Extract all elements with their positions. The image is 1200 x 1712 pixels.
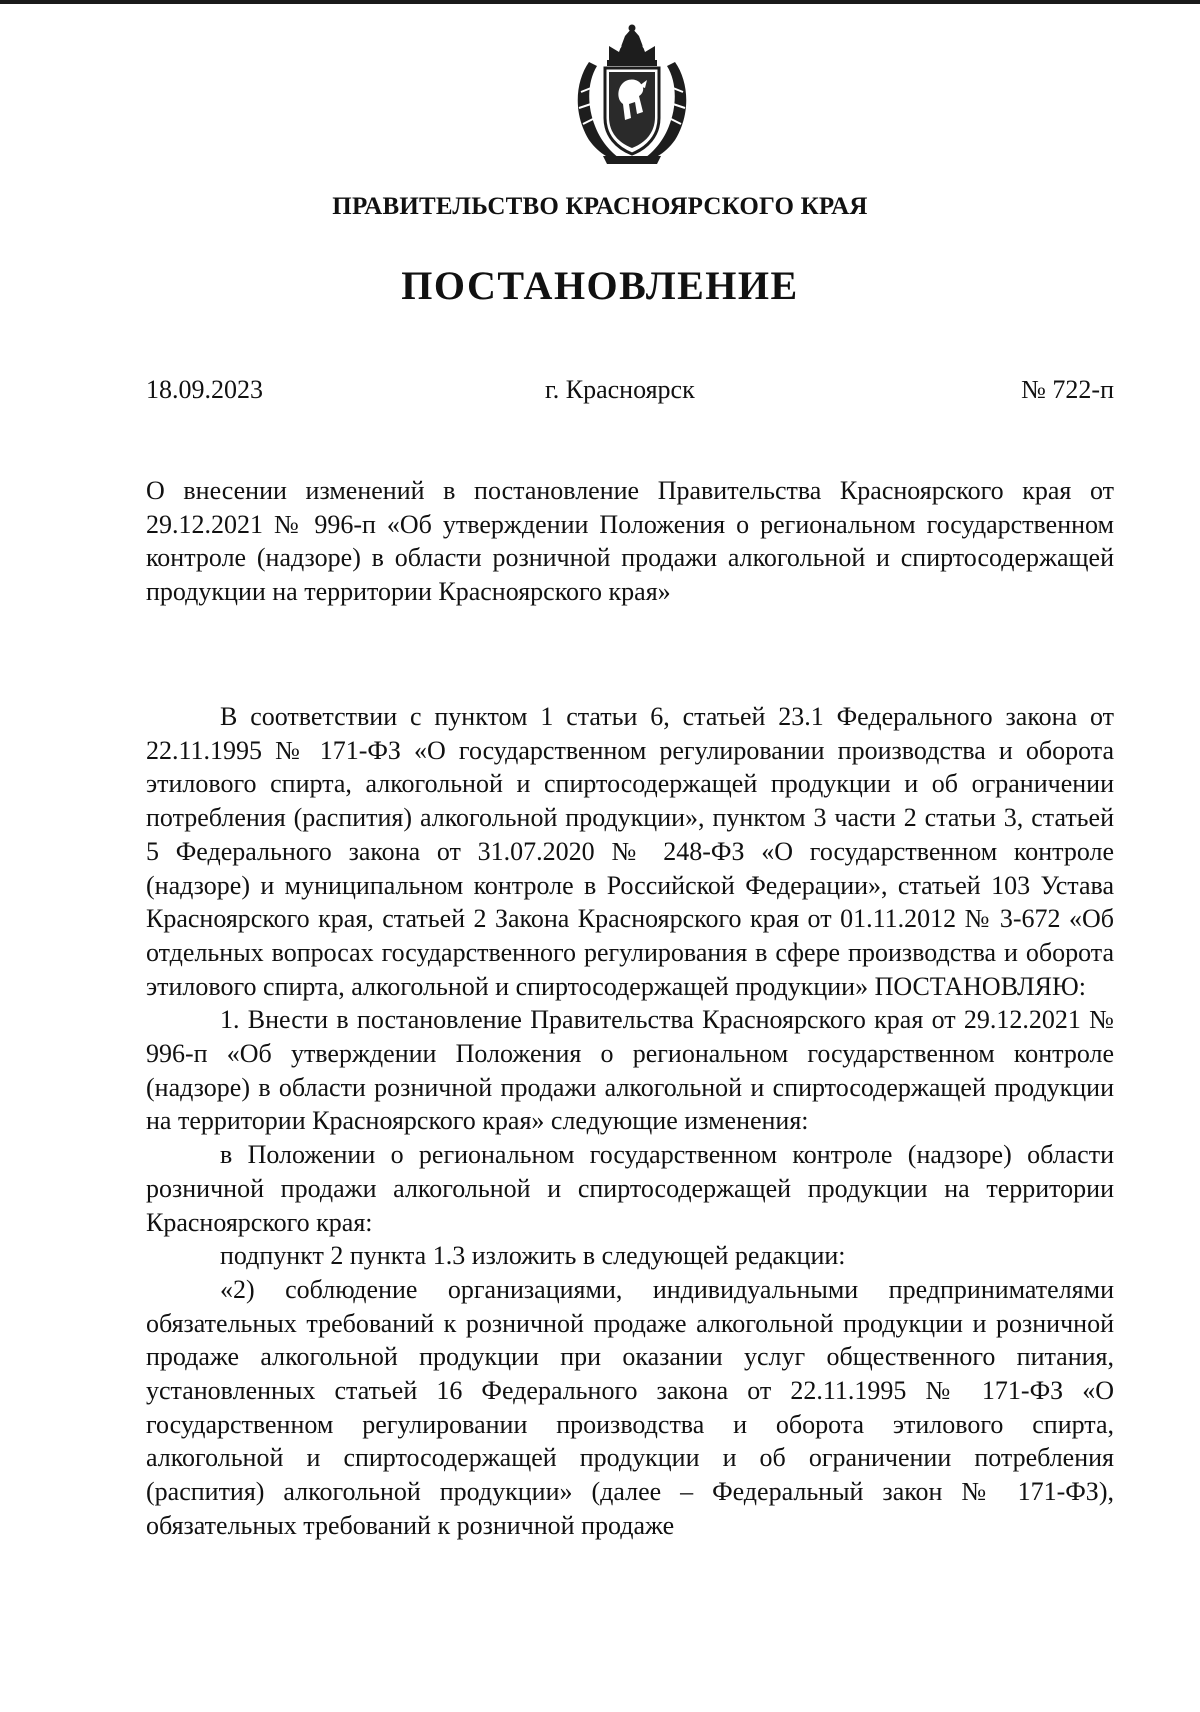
document-number: № 722-п	[1021, 375, 1114, 404]
body-paragraph-quoted-text: «2) соблюдение организациями, индивидуальными предпринимателями обязательных требований к розничной продаже алкогольной продукции и розничной продаже алкогольной продукции при оказании услуг общественного питания, установленных статьей 16 Федерального закона от 22.11.1995 № 171-ФЗ «О государственном регулировании производства и оборота этилового спирта, алкогольной и спиртосодержащей продукции и об ограничении потребления (распития) алкогольной продукции» (далее – Федеральный закон № 171-ФЗ), обязательных требований к розничной продаже	[146, 1274, 1114, 1540]
body-paragraph-regulation: в Положении о региональном государственном контроле (надзоре) области розничной продажи алкогольной и спиртосодержащей продукции на территории Красноярского края:	[146, 1140, 1114, 1237]
document-subject: О внесении изменений в постановление Правительства Красноярского края от 29.12.2021 № 996-п «Об утверждении Положения о региональном государственном контроле (надзоре) в области розничной продажи алкогольной и спиртосодержащей продукции на территории Красноярского края»	[146, 476, 1114, 606]
scan-top-edge	[0, 0, 1200, 4]
organization-title: ПРАВИТЕЛЬСТВО КРАСНОЯРСКОГО КРАЯ	[332, 193, 868, 220]
document-type-title: ПОСТАНОВЛЕНИЕ	[401, 263, 799, 308]
document-body	[146, 700, 1114, 1543]
body-paragraph-item-1: 1. Внести в постановление Правительства Красноярского края от 29.12.2021 № 996-п «Об утверждении Положения о региональном государственном контроле (надзоре) в области розничной продажи алкогольной и спиртосодержащей продукции на территории Красноярского края» следующие изменения:	[146, 1005, 1114, 1136]
body-paragraph-preamble: В соответствии с пунктом 1 статьи 6, статьей 23.1 Федерального закона от 22.11.1995 № 171-ФЗ «О государственном регулировании производства и оборота этилового спирта, алкогольной и спиртосодержащей продукции и об ограничении потребления (распития) алкогольной продукции», пунктом 3 части 2 статьи 3, статьей 5 Федерального закона от 31.07.2020 № 248-ФЗ «О государственном контроле (надзоре) и муниципальном контроле в Российской Федерации», статьей 103 Устава Красноярского края, статьей 2 Закона Красноярского края от 01.11.2012 № 3-672 «Об отдельных вопросах государственного регулирования в сфере производства и оборота этилового спирта, алкогольной и спиртосодержащей продукции» ПОСТАНОВЛЯЮ:	[146, 702, 1114, 1001]
body-paragraph-subitem: подпункт 2 пункта 1.3 изложить в следующей редакции:	[220, 1241, 846, 1271]
document-date: 18.09.2023	[146, 375, 263, 404]
document-city: г. Красноярск	[545, 375, 695, 404]
krasnoyarsk-coat-of-arms-icon	[567, 22, 697, 168]
